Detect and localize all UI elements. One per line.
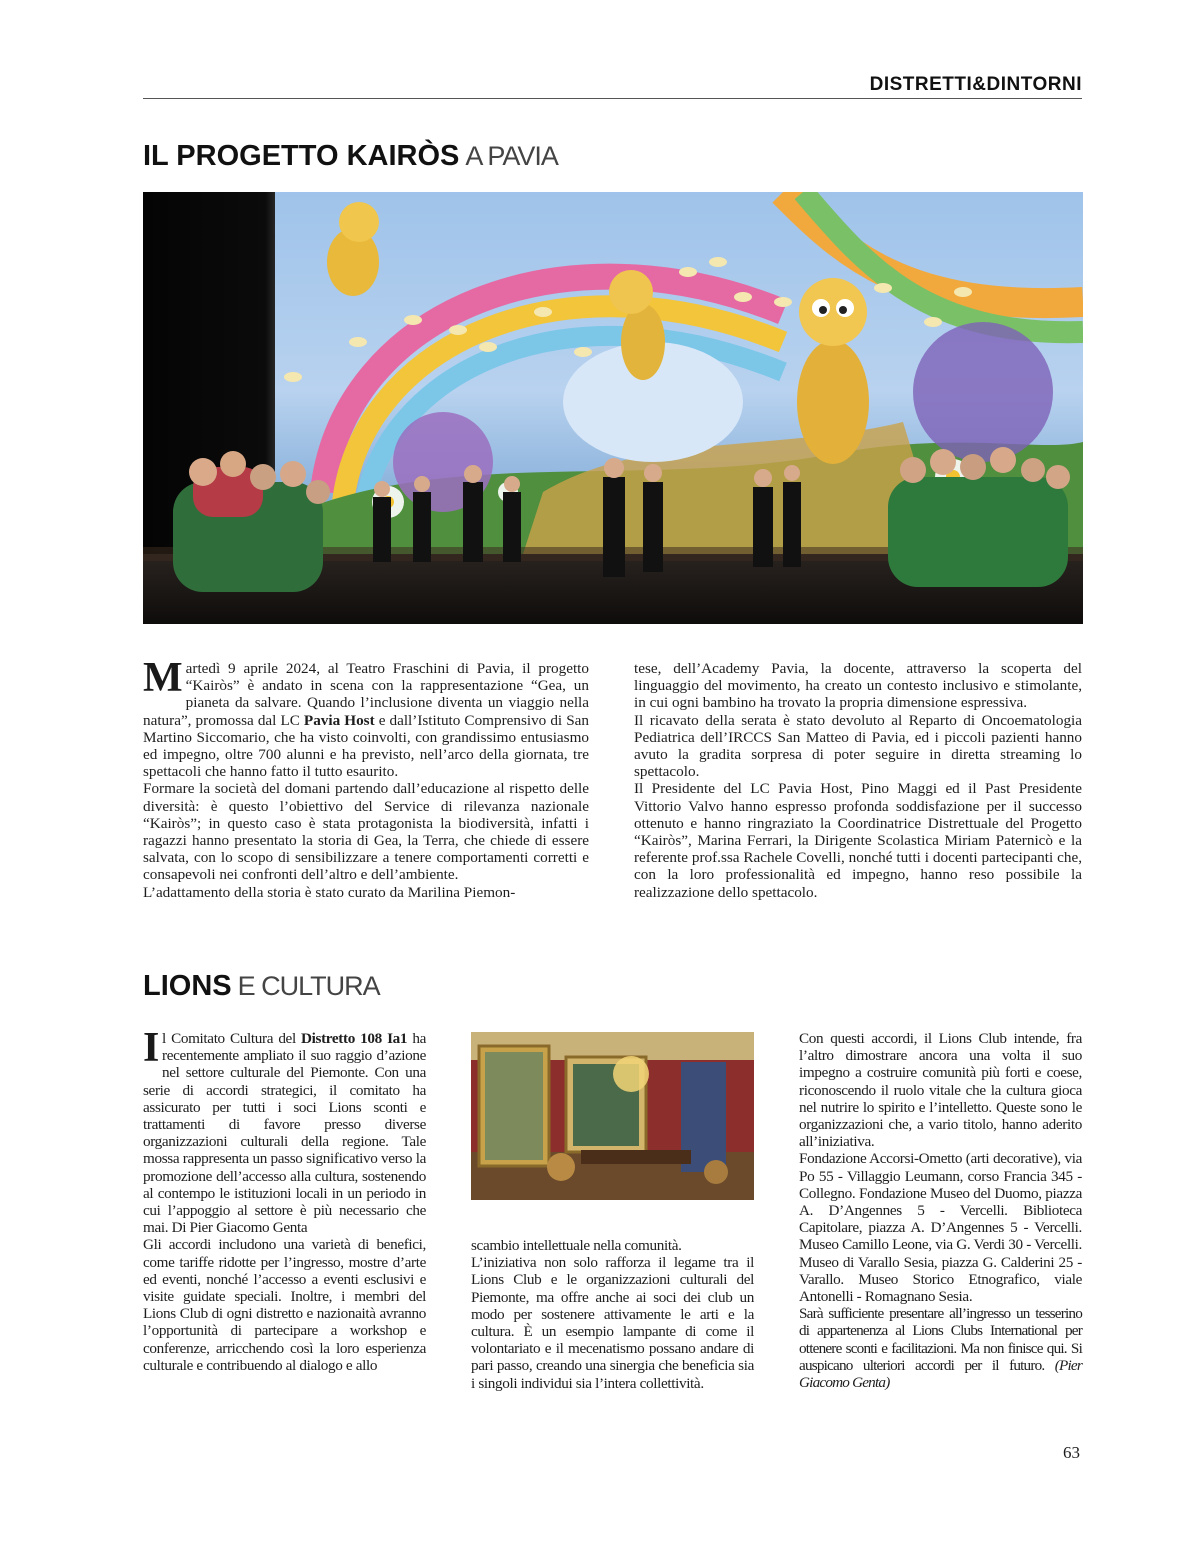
paragraph: Formare la società del domani partendo dall’educazione al rispetto delle diversità: è questo l’obiettivo del Service di rilevanza nazionale “Kairòs”; in questo caso è stata protagonista la biodiversità, infatti i ragazzi hanno presentato la storia di Gea, la Terra, che chiede di essere salvata, con lo scopo di sensibilizzare a tenere comportamenti corretti e consapevoli nei confronti dell’altro e dell’ambiente. xyxy=(143,780,589,884)
article1-column-right xyxy=(634,660,1082,901)
stage-illustration xyxy=(143,192,1083,624)
club-name: Pavia Host xyxy=(303,711,375,729)
paragraph: Fondazione Accorsi-Ometto (arti decorative), via Po 55 - Villaggio Leumann, corso Francia 345 - Collegno. Fondazione Museo del Duomo, piazza A. D’Angennes 5 - Vercelli. Biblioteca Capitolare, piazza A. D’Angennes 5 - Vercelli. Museo Camillo Leone, via G. Verdi 30 - Vercelli. Museo di Varallo Sesia, piazza G. Calderini 25 - Varallo. Museo Storico Etnografico, viale Antonelli - Romagnano Sesia. xyxy=(799,1150,1082,1306)
article2-column-2 xyxy=(471,1237,754,1392)
paragraph: L’iniziativa non solo rafforza il legame tra il Lions Club e le organizzazioni culturali del Piemonte, ma offre anche ai soci dei club un modo per sostenere attivamente le arti e la cultura. È un esempio lampante di come il volontariato e il mecenatismo possano andare di pari passo, creando una sinergia che beneficia sia i singoli individui sia l’intera collettività. xyxy=(471,1254,754,1392)
stage-photo xyxy=(143,192,1083,624)
article2-column-3 xyxy=(799,1030,1082,1391)
header-divider xyxy=(143,98,1082,99)
title-bold: LIONS xyxy=(143,970,232,1002)
paragraph: scambio intellettuale nella comunità. xyxy=(471,1237,682,1254)
district-name: Distretto 108 Ia1 xyxy=(301,1030,408,1047)
author-signature: (Pier Giacomo Genta) xyxy=(799,1356,1082,1392)
title-bold: IL PROGETTO KAIRÒS xyxy=(143,140,460,172)
paragraph: Il ricavato della serata è stato devoluto al Reparto di Oncoematologia Pediatrica dell’IRCCS San Matteo di Pavia, ed i piccoli pazienti hanno avuto la gradita sorpresa di poter seguire in diretta streaming lo spettacolo. xyxy=(634,711,1082,781)
paragraph: tese, dell’Academy Pavia, la docente, attraverso la scoperta del linguaggio del movimento, ha creato un contesto inclusivo e stimolante, in cui ogni bambino ha trovato la propria dimensione espressiva. xyxy=(634,660,1082,712)
paragraph: Con questi accordi, il Lions Club intende, fra l’altro dimostrare ancora una volta il suo impegno a costruire comunità più forti e coese, riconoscendo il ruolo vitale che la cultura gioca nel nutrire lo spirito e l’intelletto. Queste sono le organizzazioni che, a vario titolo, hanno aderito all’iniziativa. xyxy=(799,1030,1082,1151)
title-light: A PAVIA xyxy=(465,141,558,171)
paragraph: Martedì 9 aprile 2024, al Teatro Fraschini di Pavia, il progetto “Kairòs” è andato in scena con la rappresentazione “Gea, un pianeta da salvare. Quando l’inclusione diventa un viaggio nella natura”, promossa dal LC Pavia Host e dall’Istituto Comprensivo di San Martino Siccomario, che ha visto coinvolti, con grandissimo entusiasmo ed impegno, oltre 700 alunni e ha previsto, nell’arco della giornata, tre spettacoli che hanno fatto il tutto esaurito. xyxy=(143,655,589,781)
page-number: 63 xyxy=(1063,1443,1080,1462)
paragraph: Il Presidente del LC Pavia Host, Pino Maggi ed il Past Presidente Vittorio Valvo hanno espresso profonda soddisfazione per il successo ottenuto e hanno ringraziato la Coordinatrice Distrettuale del Progetto “Kairòs”, Marina Ferrari, la Dirigente Scolastica Miriam Paternicò e la referente prof.ssa Rachele Covelli, nonché tutti i docenti partecipanti che, con la loro professionalità ed impegno, hanno reso possibile la realizzazione dello spettacolo. xyxy=(634,780,1082,901)
article1-column-left xyxy=(143,655,589,918)
museum-illustration xyxy=(471,1032,754,1200)
museum-room-photo xyxy=(471,1032,754,1200)
paragraph: Sarà sufficiente presentare all’ingresso un tesserino di appartenenza al Lions Clubs International per ottenere sconti e facilitazioni. Ma non finisce qui. Si auspicano ulteriori accordi per il futuro. (Pier Giacomo Genta) xyxy=(799,1305,1082,1392)
paragraph: Il Comitato Cultura del Distretto 108 Ia1 ha recentemente ampliato il suo raggio d’azione nel settore culturale del Piemonte. Con una serie di accordi strategici, il comitato ha assicurato per tutti i soci Lions sconti e trattamenti di favore presso diverse organizzazioni culturali della regione. Tale mossa rappresenta un passo significativo verso la promozione dell’accesso alla cultura, sostenendo al contempo le istituzioni locali in un periodo in cui l’appoggio al settore è più necessario che mai. Di Pier Giacomo Genta xyxy=(143,1025,426,1237)
paragraph: Gli accordi includono una varietà di benefici, come tariffe ridotte per l’ingresso, mostre d’arte ed eventi, nonché l’accesso a eventi esclusivi e visite guidate speciali. Inoltre, i membri del Lions Club di ogni distretto e nazionaità avranno l’opportunità di partecipare a workshop e conferenze, arricchendo così la loro esperienza culturale e contribuendo al dialogo e allo xyxy=(143,1236,426,1374)
article-title-kairos xyxy=(143,142,558,171)
section-label: DISTRETTI&DINTORNI xyxy=(869,74,1082,95)
article-title-lions xyxy=(143,972,380,1001)
title-light: E CULTURA xyxy=(237,971,380,1001)
article2-column-1 xyxy=(143,1025,426,1374)
paragraph: L’adattamento della storia è stato curato da Marilina Piemon- xyxy=(143,883,516,901)
dropcap: I xyxy=(143,1025,159,1071)
dropcap: M xyxy=(143,655,183,701)
